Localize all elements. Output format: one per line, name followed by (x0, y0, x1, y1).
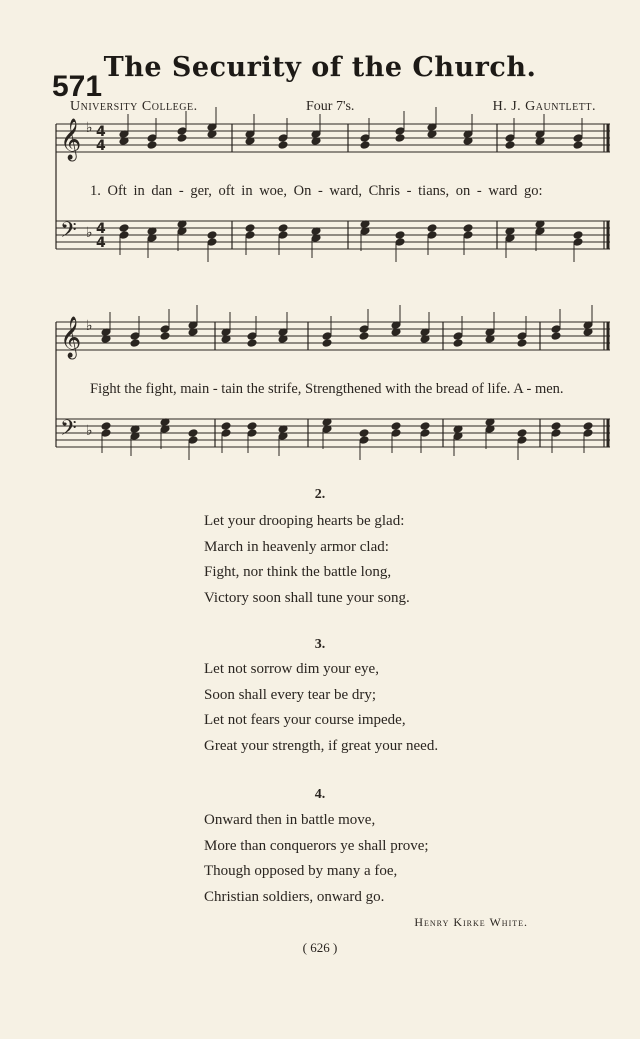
note-head (360, 141, 370, 150)
note-head (247, 422, 257, 431)
note-head (221, 422, 231, 431)
note-head (517, 332, 527, 341)
flat-icon: ♭ (86, 120, 93, 136)
note-head (245, 231, 255, 240)
note-head (551, 429, 561, 438)
treble-clef-icon: 𝄞 (60, 317, 82, 358)
note-head (359, 436, 369, 445)
verse-stanza (204, 808, 429, 911)
verse-line: Let your drooping hearts be glad: (204, 513, 405, 529)
time-signature: 4 (96, 138, 106, 154)
note-head (119, 231, 129, 240)
time-signature: 4 (96, 124, 106, 140)
note-head (505, 134, 515, 143)
note-head (160, 332, 170, 341)
verse-line: Let not fears your course impede, (204, 712, 406, 729)
verse-number: 2. (314, 487, 326, 502)
note-head (463, 231, 473, 240)
verse-line: Great your strength, if great your need. (204, 738, 439, 755)
verse-number: 3. (314, 637, 326, 652)
note-head (573, 238, 583, 247)
note-head (551, 422, 561, 431)
note-head (188, 429, 198, 438)
note-head (359, 332, 369, 341)
note-head (177, 134, 187, 143)
bass-clef-icon: 𝄢 (60, 416, 77, 446)
note-head (247, 339, 257, 348)
note-head (395, 231, 405, 240)
note-head (322, 339, 332, 348)
note-head (391, 429, 401, 438)
note-head (573, 231, 583, 240)
note-head (147, 141, 157, 150)
note-head (160, 325, 170, 334)
note-head (130, 339, 140, 348)
note-head (278, 141, 288, 150)
verse-line: Onward then in battle move, (204, 812, 376, 828)
note-head (453, 339, 463, 348)
flat-icon: ♭ (86, 225, 93, 241)
note-head (101, 422, 111, 431)
note-head (359, 325, 369, 334)
bass-clef-icon: 𝄢 (60, 218, 77, 248)
note-head (453, 332, 463, 341)
note-head (360, 134, 370, 143)
verse-line: More than conquerors ye shall prove; (204, 837, 429, 854)
verse-line: March in heavenly armor clad: (204, 538, 389, 555)
verse-number: 4. (314, 787, 326, 802)
note-head (391, 422, 401, 431)
note-head (395, 127, 405, 136)
note-head (583, 422, 593, 431)
note-head (278, 231, 288, 240)
verse-line: Soon shall every tear be dry; (204, 686, 377, 703)
note-head (207, 231, 217, 240)
note-head (130, 332, 140, 341)
note-head (420, 429, 430, 438)
note-head (517, 429, 527, 438)
treble-clef-icon: 𝄞 (60, 119, 82, 160)
note-head (188, 436, 198, 445)
note-head (207, 238, 217, 247)
flat-icon: ♭ (86, 318, 93, 334)
note-head (221, 429, 231, 438)
composer: H. J. Gauntlett. (492, 99, 596, 114)
flat-icon: ♭ (86, 423, 93, 439)
note-head (427, 224, 437, 233)
note-head (551, 332, 561, 341)
music-score (0, 0, 640, 470)
note-head (245, 224, 255, 233)
note-head (177, 127, 187, 136)
tune-name: University College. (70, 99, 198, 114)
note-head (359, 429, 369, 438)
note-head (395, 238, 405, 247)
verse-line: Fight, nor think the battle long, (204, 564, 392, 581)
note-head (420, 422, 430, 431)
note-head (517, 436, 527, 445)
note-head (247, 332, 257, 341)
verse-stanza (204, 509, 410, 612)
note-head (278, 134, 288, 143)
note-head (427, 231, 437, 240)
note-head (147, 134, 157, 143)
verse-stanza (204, 657, 438, 760)
note-head (247, 429, 257, 438)
page-number: ( 626 ) (302, 940, 338, 955)
time-signature: 4 (96, 235, 106, 251)
time-signature: 4 (96, 221, 106, 237)
meter: Four 7's. (306, 99, 355, 114)
verse-line: Though opposed by many a foe, (204, 863, 398, 880)
lyrics-line-1: 1. Oft in dan - ger, oft in woe, On - ward, Chris - tians, on - ward go: (90, 183, 543, 199)
verse-line: Christian soldiers, onward go. (204, 889, 385, 906)
verse-line: Let not sorrow dim your eye, (204, 661, 379, 677)
note-head (463, 224, 473, 233)
note-head (119, 224, 129, 233)
note-head (517, 339, 527, 348)
author: Henry Kirke White. (414, 915, 528, 929)
verse-line: Victory soon shall tune your song. (204, 590, 410, 607)
note-head (573, 141, 583, 150)
hymn-title: The Security of the Church. (103, 52, 537, 83)
note-head (101, 429, 111, 438)
note-head (278, 224, 288, 233)
hymn-number: 571 (52, 70, 103, 103)
note-head (573, 134, 583, 143)
note-head (551, 325, 561, 334)
note-head (505, 141, 515, 150)
note-head (395, 134, 405, 143)
note-head (583, 429, 593, 438)
note-head (322, 332, 332, 341)
lyrics-line-2: Fight the fight, main - tain the strife, Strengthened with the bread of life. A - men. (90, 381, 564, 397)
